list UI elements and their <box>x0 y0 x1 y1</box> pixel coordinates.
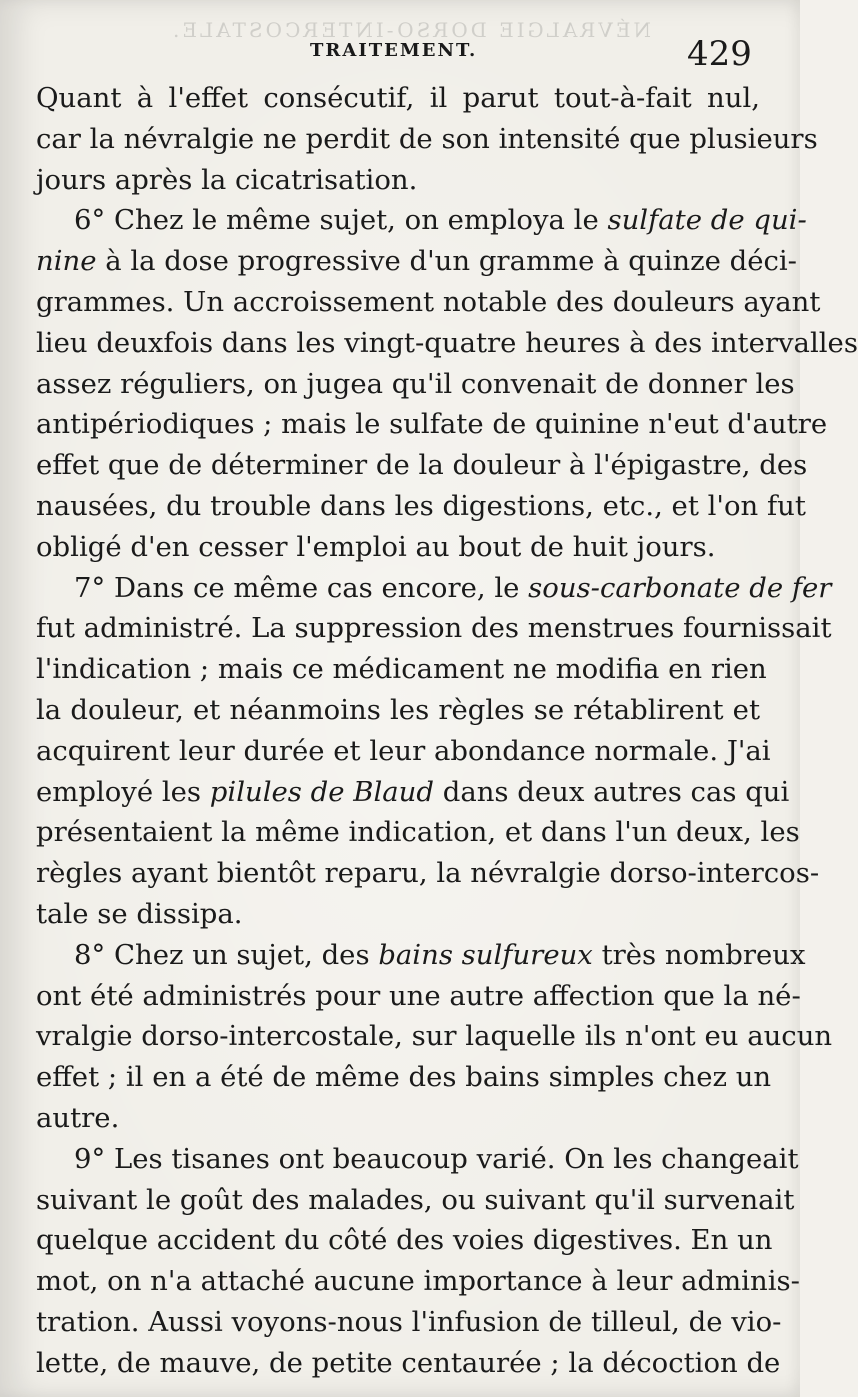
text-line <box>36 1057 772 1098</box>
text-span: effet que de déterminer de la douleur à l'épigastre, des <box>36 449 808 482</box>
text-span: ont été administrés pour une autre affection que la né- <box>36 979 801 1012</box>
text-span: vralgie dorso-intercostale, sur laquelle ils n'ont eu aucun <box>36 1020 833 1053</box>
text-span: jours après la cicatrisation. <box>36 163 418 196</box>
text-span: à la dose progressive d'un gramme à quinze déci- <box>96 245 797 278</box>
text-span: fut administré. La suppression des menstrues fournissait <box>36 612 832 645</box>
text-span: nausées, du trouble dans les digestions, etc., et l'on fut <box>36 489 806 522</box>
text-span: la douleur, et néanmoins les règles se rétablirent et <box>36 693 760 726</box>
text-span: mot, on n'a attaché aucune importance à leur adminis- <box>36 1265 800 1298</box>
text-span: règles ayant bientôt reparu, la névralgie dorso-intercos- <box>36 857 820 890</box>
text-line <box>36 1261 800 1302</box>
text-line <box>36 78 760 119</box>
text-span: 8° Chez un sujet, des <box>74 938 379 971</box>
italic-span: sous-carbonate de fer <box>528 571 832 604</box>
text-line <box>36 935 806 976</box>
page-number: 429 <box>687 34 752 74</box>
text-line <box>36 1180 795 1221</box>
text-line <box>36 1220 773 1261</box>
text-span: quelque accident du côté des voies digestives. En un <box>36 1224 773 1257</box>
text-line <box>36 323 858 364</box>
text-span: suivant le goût des malades, ou suivant qu'il survenait <box>36 1183 795 1216</box>
text-line <box>36 200 807 241</box>
text-line <box>36 364 795 405</box>
text-line <box>36 772 790 813</box>
text-span: obligé d'en cesser l'emploi au bout de huit jours. <box>36 530 716 563</box>
text-line <box>36 976 801 1017</box>
text-line <box>36 690 760 731</box>
text-span: 7° Dans ce même cas encore, le <box>74 571 529 604</box>
text-line <box>36 1016 833 1057</box>
text-span: Quant à l'effet consécutif, il parut tout-à-fait nul, <box>36 82 760 114</box>
running-head: TRAITEMENT. <box>310 40 478 61</box>
text-span: l'indication ; mais ce médicament ne modifia en rien <box>36 653 767 686</box>
body-text <box>36 78 858 1384</box>
text-line <box>36 894 760 935</box>
text-span: 6° Chez le même sujet, on employa le <box>74 204 608 237</box>
text-line <box>36 853 820 894</box>
text-line <box>36 527 760 568</box>
text-line <box>36 1139 799 1180</box>
text-span: car la névralgie ne perdit de son intensité que plusieurs <box>36 122 818 155</box>
text-span: tale se dissipa. <box>36 897 243 930</box>
text-span: dans deux autres cas qui <box>433 775 790 808</box>
text-line <box>36 812 800 853</box>
text-span: présentaient la même indication, et dans l'un deux, les <box>36 816 800 849</box>
text-line <box>36 486 806 527</box>
text-line <box>36 608 832 649</box>
italic-span: pilules de Blaud <box>209 775 434 808</box>
text-span: grammes. Un accroissement notable des douleurs ayant <box>36 285 821 318</box>
text-line <box>36 282 821 323</box>
text-line <box>36 1098 760 1139</box>
text-span: 9° Les tisanes ont beaucoup varié. On les changeait <box>74 1142 799 1175</box>
text-span: employé les <box>36 775 210 808</box>
text-line <box>36 1302 782 1343</box>
italic-span: sulfate de qui- <box>607 204 807 237</box>
text-span: lette, de mauve, de petite centaurée ; la décoction de <box>36 1346 781 1379</box>
text-span: lieu deuxfois dans les vingt-quatre heures à des intervalles <box>36 326 858 359</box>
text-span: tration. Aussi voyons-nous l'infusion de tilleul, de vio- <box>36 1305 782 1338</box>
italic-span: nine <box>36 245 97 278</box>
text-line <box>36 241 797 282</box>
text-span: acquirent leur durée et leur abondance normale. J'ai <box>36 734 771 767</box>
text-line <box>36 445 808 486</box>
italic-span: bains sulfureux <box>378 938 593 971</box>
text-span: autre. <box>36 1101 120 1134</box>
text-line <box>36 649 767 690</box>
text-line <box>36 731 771 772</box>
text-span: antipériodiques ; mais le sulfate de quinine n'eut d'autre <box>36 408 828 441</box>
text-span: assez réguliers, on jugea qu'il convenait de donner les <box>36 367 795 400</box>
text-line <box>36 1343 781 1384</box>
text-line <box>36 160 760 201</box>
text-span: effet ; il en a été de même des bains simples chez un <box>36 1061 772 1094</box>
text-line <box>36 404 828 445</box>
bleed-through-text: NÉVRALGIE DORSO-INTERCOSTALE. <box>170 18 651 42</box>
text-line <box>36 568 832 609</box>
text-span: très nombreux <box>592 938 806 971</box>
text-line <box>36 119 818 160</box>
